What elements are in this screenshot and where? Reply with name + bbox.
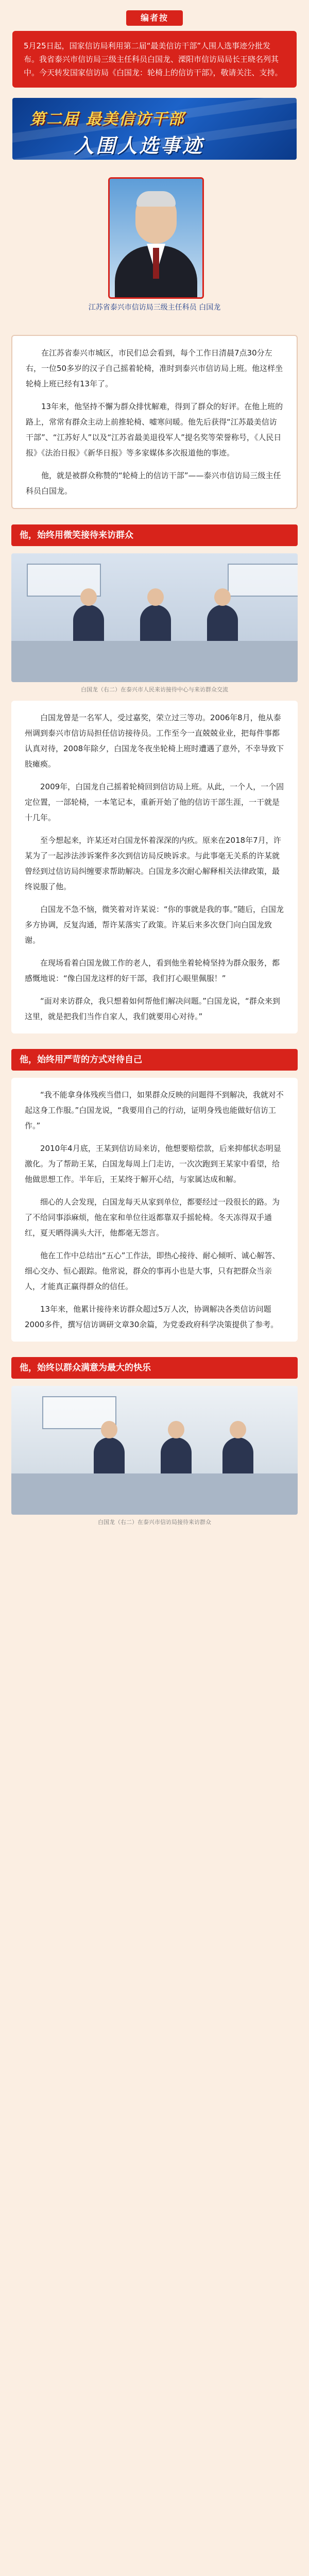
body-paragraph: 13年来，他累计接待来访群众超过5万人次，协调解决各类信访问题2000多件，撰写信访调研文章30余篇，为党委政府科学决策提供了参考。 — [25, 1304, 279, 1329]
section-photo — [11, 1386, 298, 1515]
body-paragraph: 细心的人会发现，白国龙每天从家到单位，都要经过一段很长的路。为了不给同事添麻烦，他在家和单位往返都靠双手摇轮椅。冬天冻得双手通红，夏天晒得满头大汗，他都毫无怨言。 — [25, 1197, 280, 1238]
body-paragraph: 2010年4月底，王某到信访局来访，他想要赔偿款，后来抑郁状态明显激化。为了帮助王某，白国龙每周上门走访，一次次跑到王某家中看望，给他做思想工作。半年后，王某终于解开心结，与家属达成和解。 — [25, 1144, 281, 1184]
body-paragraph: 白国龙曾是一名军人，受过嘉奖，荣立过三等功。2006年8月，他从泰州调到泰兴市信访局担任信访接待员。工作至今一直兢兢业业，把每件事都认真对待，2008年除夕，白国龙冬夜坐轮椅上班时遭遇了意外，不幸导致下肢瘫痪。 — [25, 713, 284, 769]
editor-note — [0, 0, 309, 88]
editor-note-text: 5月25日起，国家信访局利用第二届“最美信访干部”人围人选事迹分批发布。我省泰兴市信访局三级主任科员白国龙、溧阳市信访局局长王晓名列其中。今天转发国家信访局《白国龙：轮椅上的信访干部》，敬请关注、支持。 — [12, 31, 297, 88]
body-paragraph: 白国龙不急不恼，微笑着对许某说：“你的事就是我的事。”随后，白国龙多方协调，反复沟通，帮许某落实了政策。许某后来多次登门向白国龙致谢。 — [25, 905, 284, 945]
section-photo — [11, 553, 298, 682]
body-paragraph: “面对来访群众，我只想着如何帮他们解决问题。”白国龙说，“群众来到这里，就是把我们当作自家人，我们就要用心对待。” — [25, 996, 280, 1021]
photo-caption: 白国龙（右二）在泰兴市人民来访接待中心与来访群众交流 — [81, 686, 228, 693]
editor-note-badge: 编者按 — [126, 10, 183, 26]
body-paragraph: “我不能拿身体残疾当借口，如果群众反映的问题得不到解决，我就对不起这身工作服。”白国龙说，“我要用自己的行动，证明身残也能做好信访工作。” — [25, 1090, 284, 1130]
section-body — [11, 1078, 298, 1342]
portrait-section — [0, 160, 309, 335]
banner — [12, 98, 297, 160]
section-heading: 他，始终以群众满意为最大的快乐 — [11, 1357, 298, 1379]
body-paragraph: 2009年，白国龙自己摇着轮椅回到信访局上班。从此，一个人，一个固定位置，一部轮椅，一本笔记本，重新开始了他的信访干部生涯，一干就是十几年。 — [25, 782, 284, 822]
banner-title: 第二届 最美信访干部 — [30, 110, 185, 128]
section-body — [11, 701, 298, 1033]
body-paragraph: 至今想起来，许某还对白国龙怀着深深的内疚。原来在2018年7月，许某为了一起涉法涉诉案件多次到信访局反映诉求。与此事毫无关系的许某就曾经到过信访局纠缠要求帮助解决。白国龙多次耐心解释相关法律政策，最终说服了他。 — [25, 836, 281, 891]
body-paragraph: 他在工作中总结出“五心”工作法，即热心接待、耐心倾听、诚心解答、细心交办、恒心跟踪。他常说，群众的事再小也是大事，只有把群众当亲人，才能真正赢得群众的信任。 — [25, 1251, 280, 1291]
portrait-photo — [108, 177, 204, 299]
body-paragraph: 在现场看着白国龙做工作的老人，看到他坐着轮椅坚持为群众服务，都感慨地说：“像白国龙这样的好干部，我们打心眼里佩服！” — [25, 958, 280, 983]
intro-paragraph: 他，就是被群众称赞的“轮椅上的信访干部”——泰兴市信访局三级主任科员白国龙。 — [26, 471, 281, 496]
photo-caption: 白国龙（右二）在泰兴市信访局接待来访群众 — [98, 1519, 211, 1526]
banner-subtitle: 入围人选事迹 — [74, 134, 204, 157]
portrait-caption: 江苏省泰兴市信访局三级主任科员 白国龙 — [88, 303, 221, 312]
section-heading: 他，始终用严苛的方式对待自己 — [11, 1049, 298, 1071]
intro-box — [11, 335, 298, 509]
section-heading: 他，始终用微笑接待来访群众 — [11, 524, 298, 546]
intro-paragraph: 13年来，他坚持不懈为群众排忧解难，得到了群众的好评。在他上班的路上，常常有群众主动上前推轮椅、嘘寒问暖。他先后获得“江苏最美信访干部”、“江苏好人”以及“江苏省最美退役军人”提名奖等荣誉称号，《人民日报》《法治日报》《新华日报》等多家媒体多次报道他的事迹。 — [26, 402, 283, 457]
intro-paragraph: 在江苏省泰兴市城区，市民们总会看到，每个工作日清晨7点30分左右，一位50多岁的汉子自己摇着轮椅，准时到泰兴市信访局上班。他这样坐轮椅上班已经有13年了。 — [26, 348, 283, 388]
